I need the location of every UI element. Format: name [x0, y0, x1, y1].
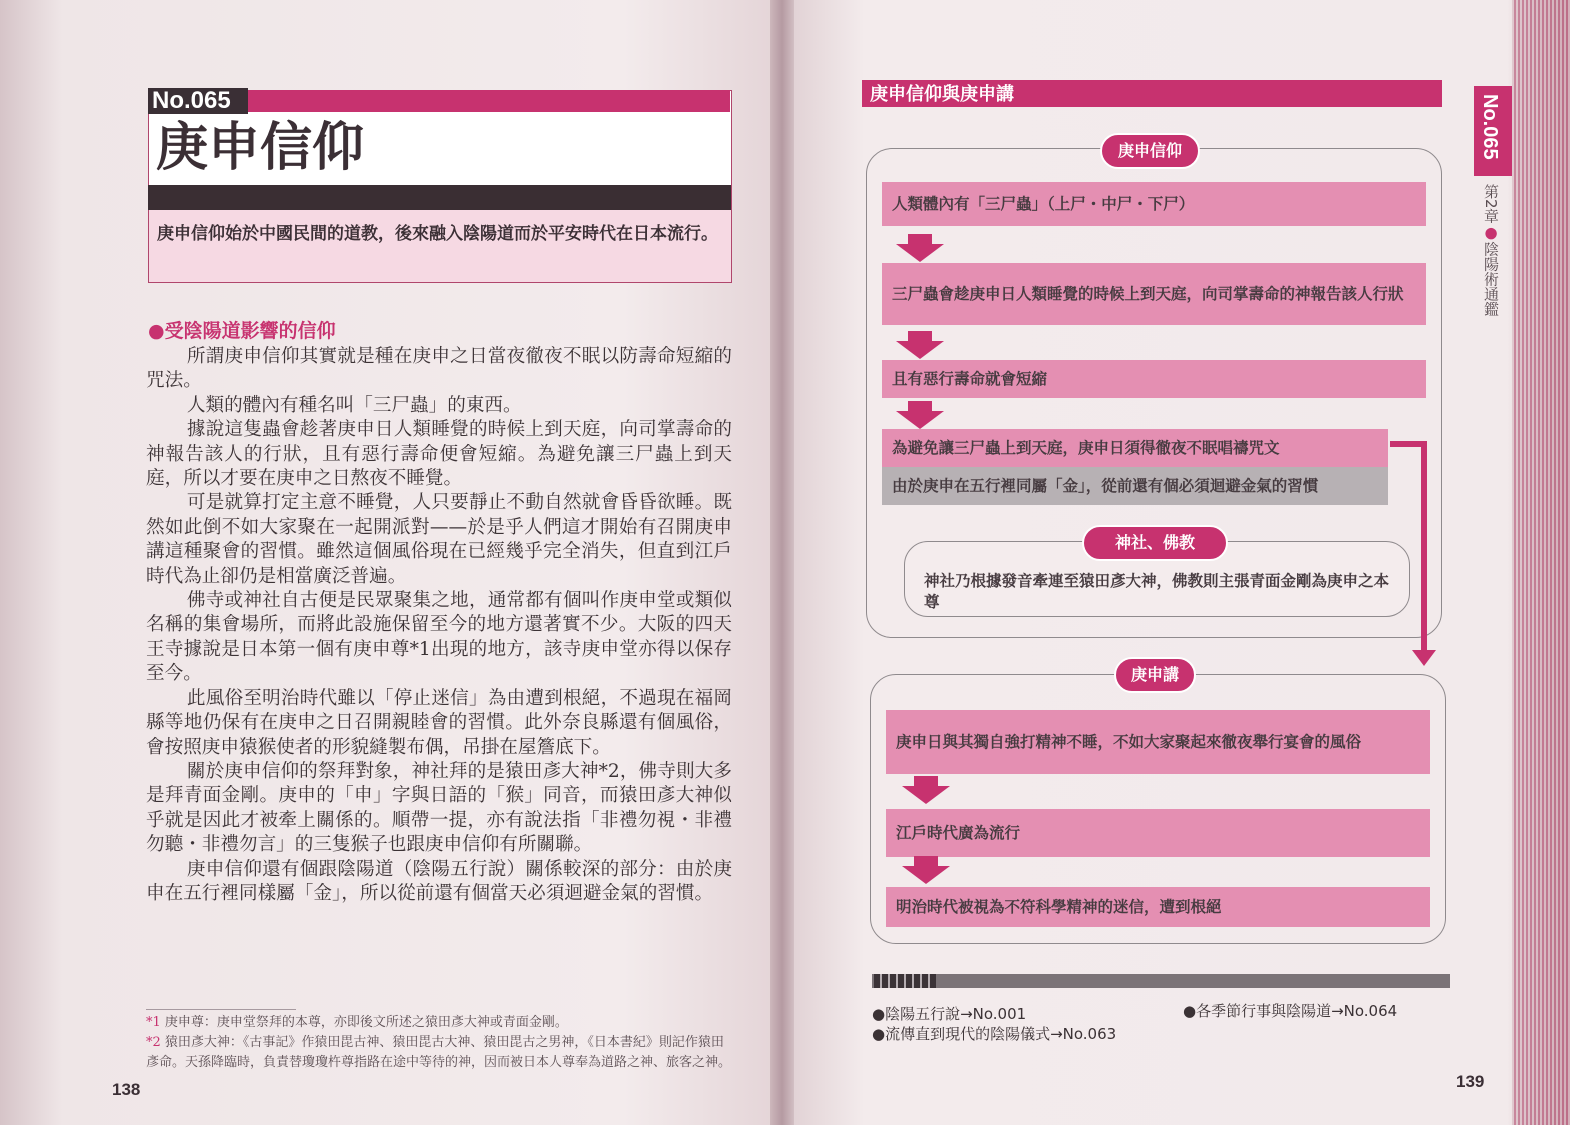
- paragraph: 所謂庚申信仰其實就是種在庚申之日當夜徹夜不眠以防壽命短縮的咒法。: [146, 346, 732, 392]
- group-label-koshin-belief: 庚申信仰: [1100, 133, 1200, 169]
- flow-step: 明治時代被視為不符科學精神的迷信，遭到根絕: [886, 887, 1430, 927]
- shrine-buddhism-text: 神社乃根據發音牽連至猿田彥大神，佛教則主張青面金剛為庚申之本尊: [924, 572, 1390, 611]
- related-link[interactable]: ●各季節行事與陰陽道→No.064: [1183, 1002, 1398, 1020]
- down-arrow-icon: [902, 786, 950, 804]
- page-edge: [1512, 0, 1570, 1125]
- flow-step: 且有惡行壽命就會短縮: [882, 360, 1426, 398]
- summary-box: 庚申信仰始於中國民間的道教，後來融入陰陽道而於平安時代在日本流行。: [148, 210, 732, 283]
- page-number-left: 138: [112, 1080, 141, 1099]
- flow-step: 人類體內有「三尸蟲」（上尸・中尸・下尸）: [882, 182, 1426, 226]
- diagram-header: 庚申信仰與庚申講: [862, 80, 1442, 107]
- paragraph: 關於庚申信仰的祭拜對象，神社拜的是猿田彥大神*2，佛寺則大多是拜青面金剛。庚申的「申」字與日語的「猴」同音，而猿田彥大神似乎就是因此才被牽上關係的。順帶一提，亦有說法指「非禮勿視・非禮勿聽・非禮勿言」的三隻猴子也跟庚申信仰有所關聯。: [146, 760, 732, 856]
- entry-number: No.065: [148, 88, 248, 114]
- bullet-icon: ●: [1482, 223, 1500, 242]
- body-text: [146, 345, 732, 906]
- group-label-shrine-buddhism: 神社、佛教: [1082, 525, 1228, 561]
- page-number-right: 139: [1456, 1072, 1485, 1091]
- footnotes: [146, 1013, 736, 1073]
- footnote: [146, 1013, 736, 1033]
- footnote-mark: *2: [146, 1035, 161, 1050]
- connector-arrow: [1421, 441, 1427, 653]
- section-heading: ●受陰陽道影響的信仰: [148, 320, 336, 342]
- flow-step: 三尸蟲會趁庚申日人類睡覺的時候上到天庭，向司掌壽命的神報告該人行狀: [882, 263, 1426, 325]
- down-arrow-icon: [896, 411, 944, 429]
- footnote: [146, 1033, 736, 1073]
- flow-step-note: 由於庚申在五行裡同屬「金」，從前還有個必須迴避金氣的習慣: [882, 467, 1388, 505]
- paragraph: 據說這隻蟲會趁著庚申日人類睡覺的時候上到天庭，向司掌壽命的神報告該人的行狀，且有惡行壽命便會短縮。為避免讓三尸蟲上到天庭，所以才要在庚申之日熬夜不睡覺。: [146, 419, 732, 490]
- related-bar-label: [874, 974, 936, 988]
- chapter-name: 陰陽術通鑑: [1482, 241, 1500, 317]
- chapter-tab-title: [1481, 184, 1502, 317]
- down-arrow-icon: [896, 244, 944, 262]
- title-accent-bar: [244, 90, 730, 112]
- footnote-mark: *1: [146, 1015, 161, 1030]
- page-title: 庚申信仰: [156, 117, 365, 178]
- footnote-text: 猿田彥大神：《古事記》作猿田毘古神、猿田毘古大神、猿田毘古之男神，《日本書紀》則記作猿田彥命。天孫降臨時，負責替瓊瓊杵尊指路在途中等待的神，因而被日本人尊奉為道路之神、旅客之神。: [146, 1035, 732, 1070]
- paragraph: 佛寺或神社自古便是民眾聚集之地，通常都有個叫作庚申堂或類似名稱的集會場所，而將此設施保留至今的地方還著實不少。大阪的四天王寺據說是日本第一個有庚申尊*1出現的地方，該寺庚申堂亦得以保存至今。: [146, 590, 732, 685]
- flow-step: 為避免讓三尸蟲上到天庭，庚申日須得徹夜不眠唱禱咒文: [882, 429, 1388, 467]
- related-bar: [872, 974, 1450, 988]
- group-label-koshin-ko: 庚申講: [1114, 657, 1196, 693]
- chapter-number: 第2章: [1482, 184, 1500, 224]
- down-arrow-icon: [896, 341, 944, 359]
- footnote-text: 庚申尊：庚申堂祭拜的本尊，亦即後文所述之猿田彥大神或青面金剛。: [164, 1015, 568, 1030]
- footnote-rule: [146, 1009, 296, 1010]
- paragraph: 人類的體內有種名叫「三尸蟲」的東西。: [186, 394, 522, 416]
- flow-step: 江戶時代廣為流行: [886, 809, 1430, 857]
- flow-step: 庚申日與其獨自強打精神不睡，不如大家聚起來徹夜舉行宴會的風俗: [886, 710, 1430, 774]
- paragraph: 此風俗至明治時代雖以「停止迷信」為由遭到根絕，不過現在福岡縣等地仍保有在庚申之日召開親睦會的習慣。此外奈良縣還有個風俗，會按照庚申猿猴使者的形貌縫製布偶，吊掛在屋簷底下。: [146, 687, 732, 758]
- related-link[interactable]: ●陰陽五行說→No.001: [872, 1005, 1027, 1023]
- paragraph: 可是就算打定主意不睡覺，人只要靜止不動自然就會昏昏欲睡。既然如此倒不如大家聚在一起開派對——於是乎人們這才開始有召開庚申講這種聚會的習慣。雖然這個風俗現在已經幾乎完全消失，但直到江戶時代為止卻仍是相當廣泛普遍。: [146, 492, 732, 587]
- paragraph: 庚申信仰還有個跟陰陽道（陰陽五行說）關係較深的部分：由於庚申在五行裡同樣屬「金」，所以從前還有個當天必須迴避金氣的習慣。: [146, 858, 732, 904]
- book-gutter: [770, 0, 794, 1125]
- related-link[interactable]: ●流傳直到現代的陰陽儀式→No.063: [872, 1025, 1117, 1043]
- chapter-tab-number: No.065: [1479, 94, 1501, 160]
- arrow-head-icon: [1412, 650, 1436, 666]
- title-dark-bar: [148, 185, 731, 211]
- down-arrow-icon: [902, 866, 950, 884]
